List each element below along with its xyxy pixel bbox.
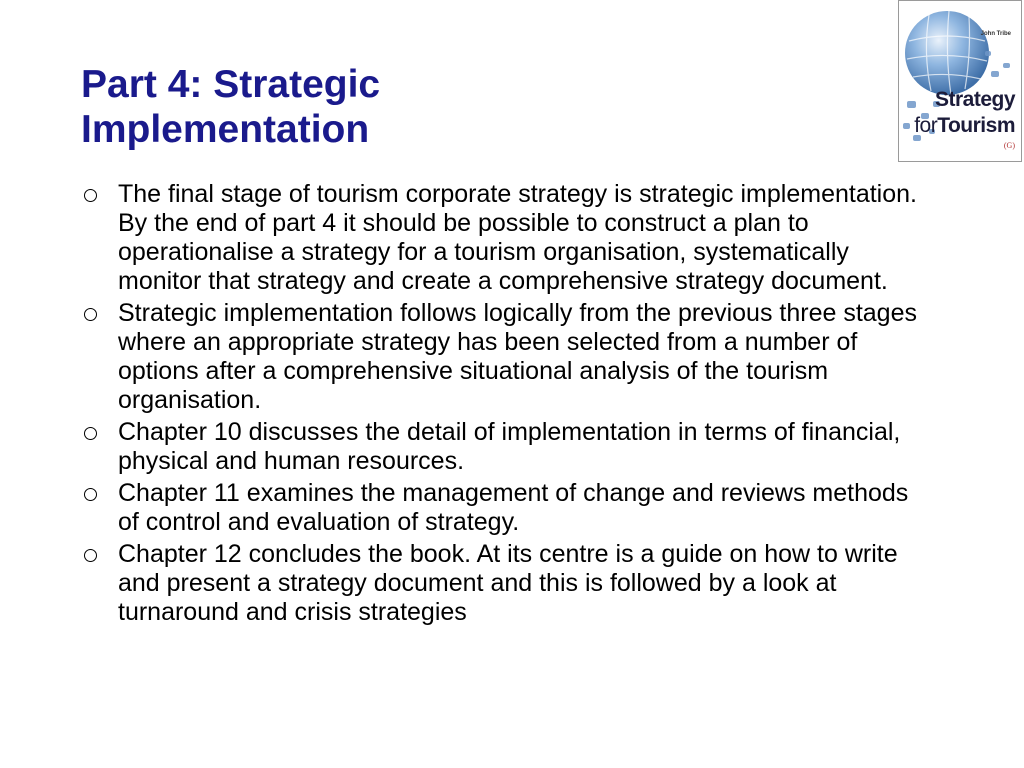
circle-bullet-icon [84, 427, 97, 440]
list-item [84, 299, 934, 415]
slide-title-line-1: Part 4: Strategic [81, 63, 381, 106]
list-item [84, 418, 934, 476]
bullet-text: The final stage of tourism corporate strategy is strategic implementation. By the end of part 4 it should be possible to construct a plan to operationalise a strategy for a tourism organisation, systematically monitor that strategy and create a comprehensive strategy document. [118, 180, 917, 295]
list-item [84, 180, 934, 296]
slide-title-line-2: Implementation [81, 108, 370, 151]
list-item [84, 479, 934, 537]
circle-bullet-icon [84, 488, 97, 501]
circle-bullet-icon [84, 549, 97, 562]
cover-author: John Tribe [980, 31, 1011, 37]
cover-title-tourism: Tourism [937, 114, 1015, 137]
bullet-text: Chapter 10 discusses the detail of implementation in terms of financial, physical and human resources. [118, 418, 901, 475]
bullet-text: Chapter 11 examines the management of change and reviews methods of control and evaluation of strategy. [118, 479, 909, 536]
cover-title-for: for [914, 114, 938, 137]
bullet-text: Chapter 12 concludes the book. At its centre is a guide on how to write and present a strategy document and this is followed by a look at turnaround and crisis strategies [118, 540, 898, 626]
cover-title-line-2 [914, 114, 1015, 138]
publisher-logo: (G) [1003, 141, 1015, 150]
circle-bullet-icon [84, 189, 97, 202]
cover-title-line-1: Strategy [934, 88, 1015, 111]
bullet-text: Strategic implementation follows logically from the previous three stages where an appropriate strategy has been selected from a number of options after a comprehensive situational analysis of the tourism organisation. [118, 299, 917, 414]
book-cover-image [898, 0, 1022, 162]
circle-bullet-icon [84, 308, 97, 321]
list-item [84, 540, 934, 627]
slide-title [81, 62, 641, 152]
bullet-list [84, 180, 934, 630]
